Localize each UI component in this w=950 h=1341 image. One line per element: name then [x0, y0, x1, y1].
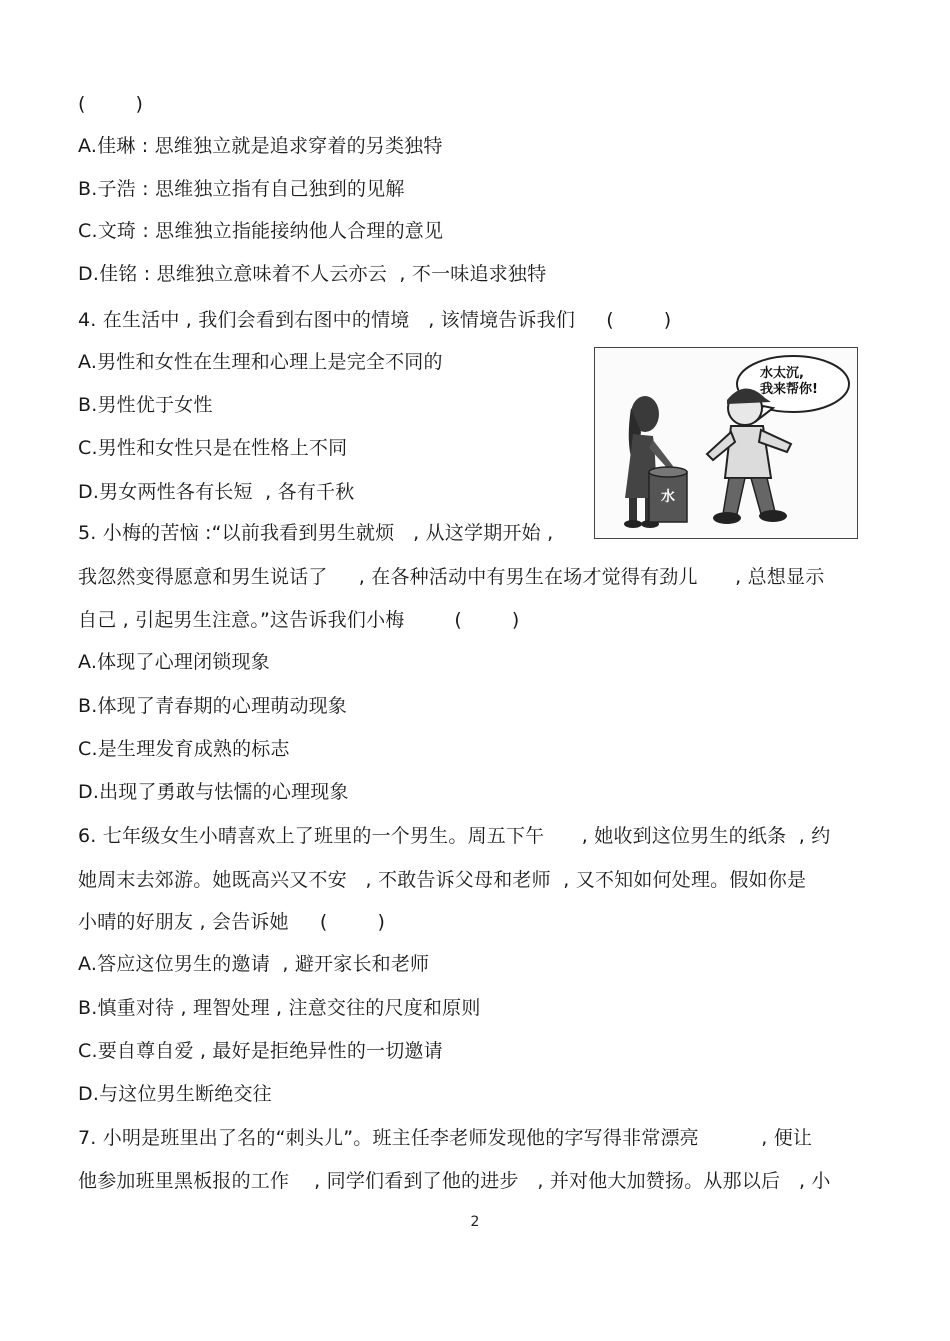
text-line: A.男性和女性在生理和心理上是完全不同的: [78, 351, 443, 373]
text-line: A.答应这位男生的邀请 , 避开家长和老师: [78, 953, 430, 975]
text-line: D.男女两性各有长短 , 各有千秋: [78, 481, 355, 503]
text-line: C.文琦 : 思维独立指能接纳他人合理的意见: [78, 220, 444, 242]
text-line: 我忽然变得愿意和男生说话了 , 在各种活动中有男生在场才觉得有劲儿 , 总想显示: [78, 566, 825, 588]
text-line: 她周末去郊游。她既高兴又不安 , 不敢告诉父母和老师 , 又不知如何处理。假如你是: [78, 869, 807, 891]
text-line: D.出现了勇敢与怯懦的心理现象: [78, 781, 349, 803]
text-line: 5. 小梅的苦恼 :“以前我看到男生就烦 , 从这学期开始 ,: [78, 522, 554, 544]
text-line: 自己 , 引起男生注意。”这告诉我们小梅 ( ): [78, 609, 520, 631]
text-line: 6. 七年级女生小晴喜欢上了班里的一个男生。周五下午 , 她收到这位男生的纸条 , 约: [78, 825, 831, 847]
text-line: D.与这位男生断绝交往: [78, 1083, 272, 1105]
text-line: A.佳琳 : 思维独立就是追求穿着的另类独特: [78, 135, 443, 157]
text-line: B.子浩 : 思维独立指有自己独到的见解: [78, 178, 405, 200]
text-line: ( ): [78, 93, 144, 115]
text-line: C.男性和女性只是在性格上不同: [78, 437, 348, 459]
text-line: 7. 小明是班里出了名的“刺头儿”。班主任李老师发现他的字写得非常漂亮 , 便让: [78, 1127, 813, 1149]
speech-bubble-text: 水太沉, 我来帮你!: [760, 366, 818, 397]
text-line: 他参加班里黑板报的工作 , 同学们看到了他的进步 , 并对他大加赞扬。从那以后 , 小: [78, 1170, 831, 1192]
text-line: 小晴的好朋友 , 会告诉她 ( ): [78, 911, 386, 933]
text-line: B.男性优于女性: [78, 394, 213, 416]
text-line: C.是生理发育成熟的标志: [78, 738, 290, 760]
text-line: C.要自尊自爱 , 最好是拒绝异性的一切邀请: [78, 1040, 443, 1062]
text-line: B.慎重对待 , 理智处理 , 注意交往的尺度和原则: [78, 997, 481, 1019]
page-number: 2: [470, 1214, 480, 1230]
text-line: D.佳铭 : 思维独立意味着不人云亦云 , 不一味追求独特: [78, 263, 547, 285]
text-line: A.体现了心理闭锁现象: [78, 651, 270, 673]
text-line: 4. 在生活中 , 我们会看到右图中的情境 , 该情境告诉我们 ( ): [78, 309, 672, 331]
text-line: B.体现了青春期的心理萌动现象: [78, 695, 348, 717]
cartoon-illustration: [594, 347, 858, 539]
water-box-label: 水: [661, 489, 675, 505]
